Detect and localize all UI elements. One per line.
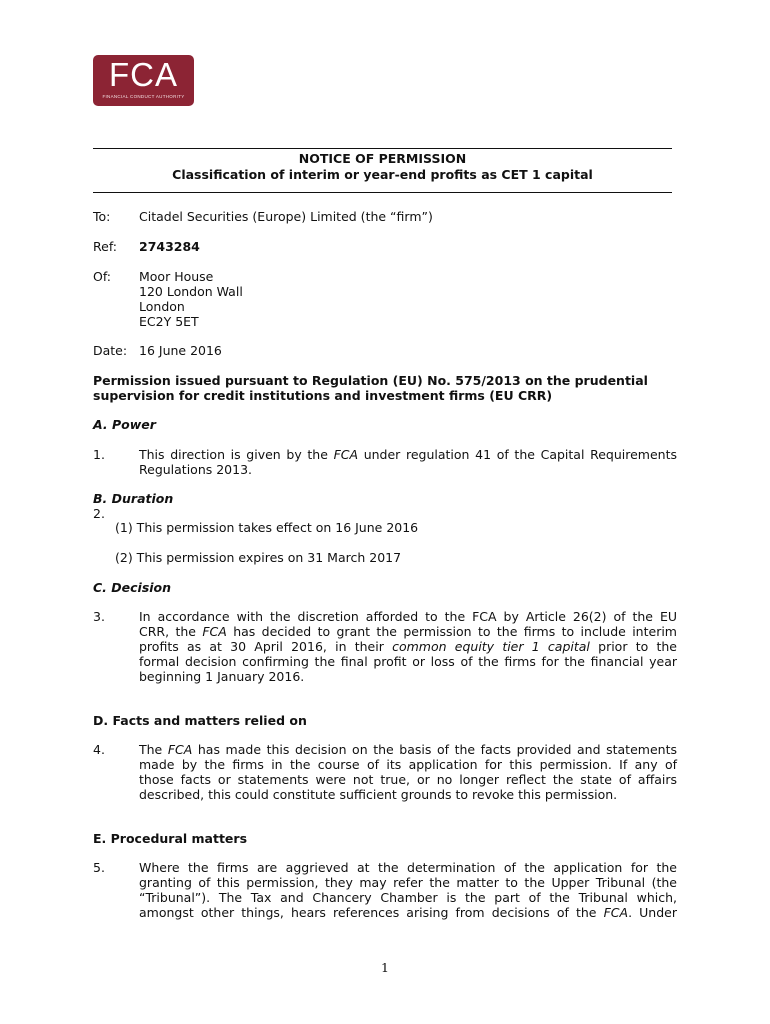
paragraph-line xyxy=(139,609,677,624)
para-1 xyxy=(139,447,677,477)
notice-subtitle: Classification of interim or year-end profits as CET 1 capital xyxy=(172,167,593,182)
text-run: . Under xyxy=(628,905,677,920)
paragraph-line xyxy=(139,860,677,875)
paragraph-line xyxy=(139,890,677,905)
text-run: The xyxy=(139,742,168,757)
bottom-rule xyxy=(93,192,672,193)
italic-term: FCA xyxy=(603,905,629,920)
duration-item-2: (2) This permission expires on 31 March 2017 xyxy=(115,550,402,565)
top-rule xyxy=(93,148,672,149)
text-run: In accordance with the discretion afforded to the FCA by Article 26(2) of the EU xyxy=(139,609,677,624)
permission-intro xyxy=(93,373,678,403)
intro-line: Permission issued pursuant to Regulation (EU) No. 575/2013 on the prudential xyxy=(93,373,648,388)
section-e-heading: E. Procedural matters xyxy=(93,831,248,846)
paragraph-line xyxy=(139,624,677,639)
address-line: 120 London Wall xyxy=(139,284,243,299)
paragraph-line xyxy=(139,447,677,462)
paragraph-line xyxy=(139,742,677,757)
notice-title: NOTICE OF PERMISSION xyxy=(298,151,467,166)
fca-logo xyxy=(93,55,194,106)
address-line: EC2Y 5ET xyxy=(139,314,199,329)
italic-term: FCA xyxy=(202,624,227,639)
ref-label: Ref: xyxy=(93,239,117,254)
para-1-number: 1. xyxy=(93,447,105,462)
paragraph-line xyxy=(139,875,677,890)
ref-value: 2743284 xyxy=(139,239,200,254)
italic-term: FCA xyxy=(333,447,359,462)
paragraph-line xyxy=(139,654,677,669)
paragraph-line xyxy=(139,905,677,920)
intro-line: supervision for credit institutions and investment firms (EU CRR) xyxy=(93,388,553,403)
section-a-heading: A. Power xyxy=(93,417,156,432)
text-run: beginning 1 January 2016. xyxy=(139,669,305,684)
text-run: Where the firms are aggrieved at the determination of the application for the xyxy=(139,860,677,875)
text-run: has decided to grant the permission to the firms to include interim xyxy=(226,624,677,639)
text-run: formal decision confirming the final profit or loss of the firms for the financial year xyxy=(139,654,677,669)
paragraph-line xyxy=(139,772,677,787)
text-run: granting of this permission, they may refer the matter to the Upper Tribunal (the xyxy=(139,875,677,890)
address-line: London xyxy=(139,299,185,314)
text-run: “Tribunal”). The Tax and Chancery Chamber is the part of the Tribunal which, xyxy=(139,890,677,905)
text-run: This direction is given by the xyxy=(139,447,334,462)
paragraph-line xyxy=(139,639,677,654)
address-line: Moor House xyxy=(139,269,214,284)
date-value: 16 June 2016 xyxy=(139,343,222,358)
para-3 xyxy=(139,609,677,684)
page-number: 1 xyxy=(381,960,389,975)
paragraph-line xyxy=(139,669,677,684)
paragraph-line xyxy=(139,787,677,802)
text-run: Regulations 2013. xyxy=(139,462,253,477)
section-d-heading: D. Facts and matters relied on xyxy=(93,713,307,728)
text-run: those facts or statements were not true, or no longer reflect the state of affairs xyxy=(139,772,677,787)
to-label: To: xyxy=(93,209,111,224)
paragraph-line xyxy=(139,462,677,477)
italic-term: common equity tier 1 capital xyxy=(392,639,590,654)
italic-term: FCA xyxy=(167,742,193,757)
address-block xyxy=(139,269,243,329)
para-4 xyxy=(139,742,677,802)
text-run: prior to the xyxy=(589,639,677,654)
para-5 xyxy=(139,860,677,920)
para-3-number: 3. xyxy=(93,609,105,624)
date-label: Date: xyxy=(93,343,128,358)
to-value: Citadel Securities (Europe) Limited (the “firm”) xyxy=(139,209,433,224)
text-run: amongst other things, hears references arising from decisions of the xyxy=(139,905,604,920)
paragraph-line xyxy=(139,757,677,772)
text-run: made by the firms in the course of its application for this permission. If any of xyxy=(139,757,677,772)
text-run: CRR, the xyxy=(139,624,203,639)
para-2-number: 2. xyxy=(93,506,105,521)
para-5-number: 5. xyxy=(93,860,105,875)
text-run: profits as at 30 April 2016, in their xyxy=(139,639,393,654)
para-4-number: 4. xyxy=(93,742,105,757)
of-label: Of: xyxy=(93,269,112,284)
text-run: under regulation 41 of the Capital Requirements xyxy=(358,447,677,462)
logo-mark: FCA xyxy=(109,56,178,93)
duration-item-1: (1) This permission takes effect on 16 June 2016 xyxy=(115,520,419,535)
section-b-heading: B. Duration xyxy=(93,491,174,506)
logo-subtitle: FINANCIAL CONDUCT AUTHORITY xyxy=(102,94,185,99)
text-run: has made this decision on the basis of the facts provided and statements xyxy=(192,742,677,757)
text-run: described, this could constitute sufficient grounds to revoke this permission. xyxy=(139,787,618,802)
section-c-heading: C. Decision xyxy=(93,580,172,595)
